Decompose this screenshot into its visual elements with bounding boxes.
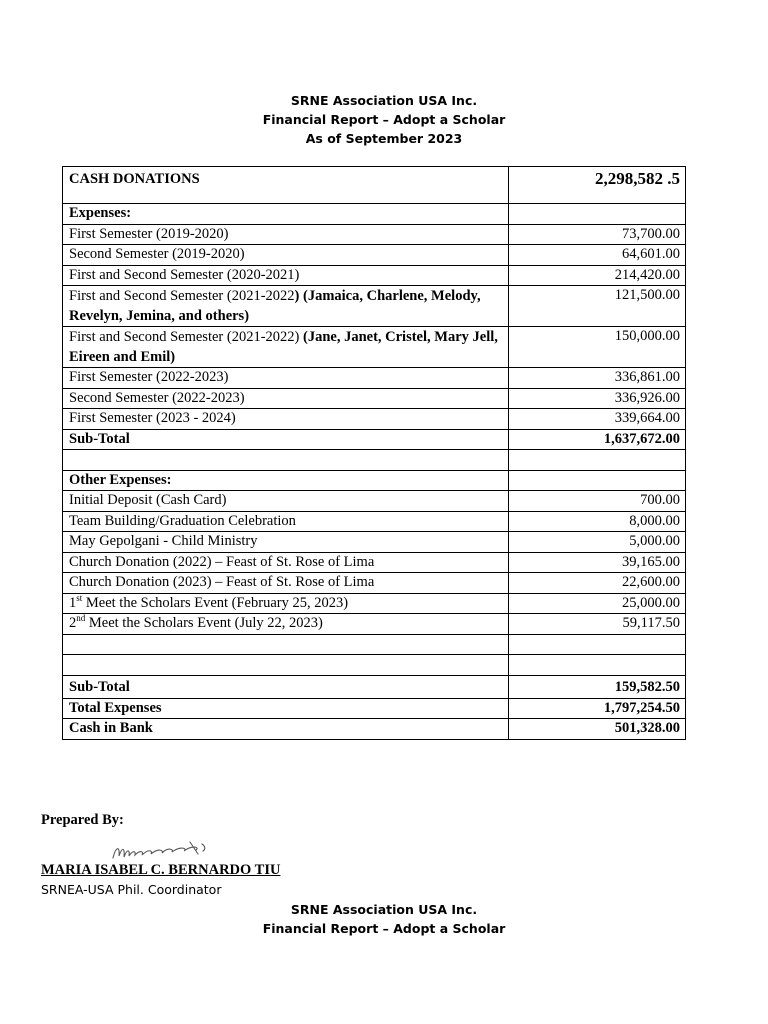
table-row: Church Donation (2022) – Feast of St. Rose of Lima 39,165.00 xyxy=(63,552,686,573)
table-row: First and Second Semester (2021-2022) (Jamaica, Charlene, Melody, Revelyn, Jemina, and others) 121,500.00 xyxy=(63,286,686,327)
footer-report-title: Financial Report – Adopt a Scholar xyxy=(262,921,506,936)
total-expenses: 1,797,254.50 xyxy=(603,699,680,716)
table-row: May Gepolgani - Child Ministry 5,000.00 xyxy=(63,532,686,553)
financial-table xyxy=(62,166,686,740)
empty-row xyxy=(63,655,686,676)
table-row: 2nd Meet the Scholars Event (July 22, 2023) 59,117.50 xyxy=(63,614,686,635)
total-expenses-row: Total Expenses 1,797,254.50 xyxy=(63,698,686,719)
empty-row xyxy=(63,634,686,655)
scholar-names: (Jane, Janet, Cristel, Mary Jell, Eireen and Emil) xyxy=(69,329,498,365)
other-expenses-heading-row xyxy=(63,470,686,491)
preparer-name: MARIA ISABEL C. BERNARDO TIU xyxy=(41,862,281,878)
report-title: Financial Report – Adopt a Scholar xyxy=(262,112,506,127)
signature-image xyxy=(110,838,210,864)
cash-in-bank: 501,328.00 xyxy=(614,720,680,736)
table-row: First Semester (2023 - 2024) 339,664.00 xyxy=(63,409,686,430)
other-subtotal-row: Sub-Total 159,582.50 xyxy=(63,675,686,698)
footer-header xyxy=(0,900,768,938)
table-row: First and Second Semester (2020-2021) 214,420.00 xyxy=(63,265,686,286)
expenses-subtotal-row: Sub-Total 1,637,672.00 xyxy=(63,429,686,450)
table-row: First Semester (2019-2020) 73,700.00 xyxy=(63,224,686,245)
expenses-subtotal: 1,637,672.00 xyxy=(603,430,680,447)
cash-donations-label: CASH DONATIONS xyxy=(69,171,200,187)
preparer-title: SRNEA-USA Phil. Coordinator xyxy=(41,882,222,897)
table-row: 1st Meet the Scholars Event (February 25, 2023) 25,000.00 xyxy=(63,593,686,614)
table-row: Initial Deposit (Cash Card) 700.00 xyxy=(63,491,686,512)
table-row: Second Semester (2022-2023) 336,926.00 xyxy=(63,388,686,409)
expenses-heading: Expenses: xyxy=(69,205,132,221)
report-date: As of September 2023 xyxy=(305,131,463,146)
empty-row xyxy=(63,450,686,471)
other-expenses-heading: Other Expenses: xyxy=(69,471,172,488)
table-row: Second Semester (2019-2020) 64,601.00 xyxy=(63,245,686,266)
table-row: Church Donation (2023) – Feast of St. Rose of Lima 22,600.00 xyxy=(63,573,686,594)
cash-donations-amount: 2,298,582 .5 xyxy=(509,167,686,204)
scholar-names: ) (Jamaica, Charlene, Melody, Revelyn, Jemina, and others) xyxy=(69,288,481,324)
prepared-by-label: Prepared By: xyxy=(41,812,124,828)
table-row: First and Second Semester (2021-2022) (Jane, Janet, Cristel, Mary Jell, Eireen and Emil) 150,000.00 xyxy=(63,327,686,368)
report-header xyxy=(0,91,768,148)
cash-in-bank-row: Cash in Bank 501,328.00 xyxy=(63,719,686,740)
expenses-heading-row xyxy=(63,204,686,225)
table-row: First Semester (2022-2023) 336,861.00 xyxy=(63,368,686,389)
table-row: Team Building/Graduation Celebration 8,000.00 xyxy=(63,511,686,532)
other-subtotal: 159,582.50 xyxy=(614,679,680,695)
org-name: SRNE Association USA Inc. xyxy=(290,93,478,108)
footer-org-name: SRNE Association USA Inc. xyxy=(290,902,478,917)
cash-donations-row xyxy=(63,167,686,204)
